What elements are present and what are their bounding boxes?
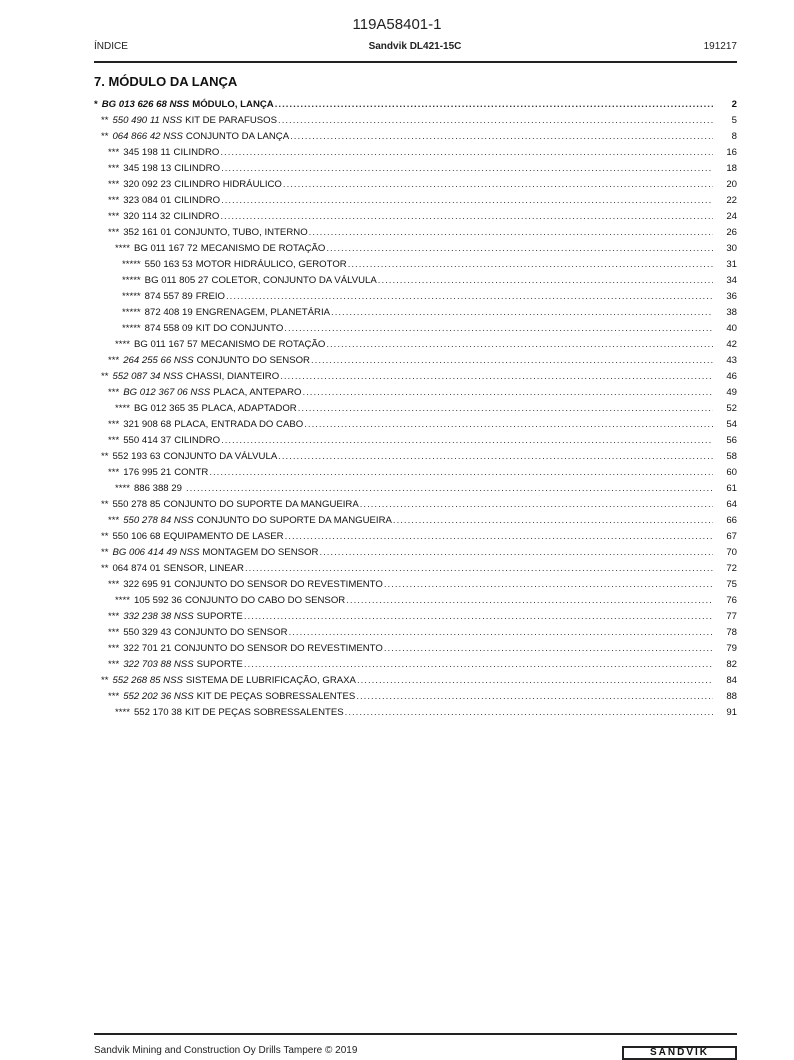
toc-description: PLACA, ADAPTADOR (201, 403, 297, 414)
toc-description: KIT DE PEÇAS SOBRESSALENTES (196, 691, 356, 702)
toc-part-number: 323 084 01 (123, 195, 172, 206)
toc-leader-dots (289, 625, 713, 641)
toc-description: PLACA, ANTEPARO (213, 387, 302, 398)
toc-page-number: 72 (726, 563, 737, 574)
toc-description: MECANISMO DE ROTAÇÃO (200, 339, 326, 350)
toc-part-number: 552 202 36 NSS (123, 691, 194, 702)
toc-leader-dots (304, 417, 713, 433)
toc-page-number: 91 (726, 707, 737, 718)
toc-level-marker: **** (115, 243, 130, 254)
toc-part-number: 332 238 38 NSS (123, 611, 194, 622)
toc-part-number: BG 011 167 57 (133, 339, 198, 350)
toc-part-number: 550 106 68 (112, 531, 161, 542)
toc-page-number: 58 (726, 451, 737, 462)
toc-leader-dots (244, 609, 713, 625)
toc-entry[interactable] (94, 705, 737, 721)
toc-leader-dots (278, 449, 713, 465)
toc-description: CILINDRO (174, 195, 221, 206)
toc-page-number: 75 (726, 579, 737, 590)
toc-leader-dots (220, 145, 713, 161)
toc-part-number: 064 874 01 (112, 563, 161, 574)
toc-entry[interactable] (94, 145, 737, 161)
toc-leader-dots (345, 705, 713, 721)
toc-entry[interactable] (94, 289, 737, 305)
toc-leader-dots (221, 193, 713, 209)
toc-part-number: 550 414 37 (123, 435, 172, 446)
toc-description: SENSOR, LINEAR (163, 563, 244, 574)
toc-leader-dots (384, 641, 713, 657)
toc-level-marker: ** (101, 499, 109, 510)
toc-page-number: 79 (726, 643, 737, 654)
toc-description: CONJUNTO DO SUPORTE DA MANGUEIRA (163, 499, 359, 510)
toc-page-number: 34 (726, 275, 737, 286)
toc-level-marker: **** (115, 595, 130, 606)
toc-leader-dots (393, 513, 713, 529)
toc-level-marker: ** (101, 531, 109, 542)
toc-entry[interactable] (94, 321, 737, 337)
toc-part-number: 322 695 91 (123, 579, 172, 590)
toc-entry[interactable] (94, 305, 737, 321)
toc-level-marker: ** (101, 547, 109, 558)
toc-entry[interactable] (94, 97, 737, 113)
toc-entry[interactable] (94, 337, 737, 353)
toc-leader-dots (209, 465, 713, 481)
toc-entry[interactable] (94, 417, 737, 433)
toc-level-marker: *** (108, 691, 120, 702)
toc-part-number: 552 193 63 (112, 451, 161, 462)
toc-leader-dots (360, 497, 713, 513)
toc-page-number: 42 (726, 339, 737, 350)
toc-level-marker: * (94, 99, 98, 110)
toc-entry[interactable] (94, 657, 737, 673)
toc-part-number: BG 012 365 35 (133, 403, 199, 414)
toc-level-marker: *** (108, 195, 120, 206)
toc-page-number: 46 (726, 371, 737, 382)
toc-description: PLACA, ENTRADA DO CABO (174, 419, 304, 430)
toc-page-number: 76 (726, 595, 737, 606)
toc-description: SUPORTE (196, 659, 243, 670)
toc-page-number: 70 (726, 547, 737, 558)
toc-part-number: BG 012 367 06 NSS (123, 387, 211, 398)
toc-leader-dots (326, 337, 713, 353)
toc-part-number: 322 703 88 NSS (123, 659, 194, 670)
toc-page-number: 67 (726, 531, 737, 542)
toc-part-number: 352 161 01 (123, 227, 172, 238)
toc-level-marker: ** (101, 131, 109, 142)
toc-description: CONJUNTO DA LANÇA (185, 131, 290, 142)
doc-number: 119A58401-1 (352, 16, 442, 33)
toc-page-number: 60 (726, 467, 737, 478)
toc-description: CILINDRO (173, 211, 220, 222)
table-of-contents (94, 97, 737, 721)
toc-part-number: BG 006 414 49 NSS (112, 547, 200, 558)
toc-entry[interactable] (94, 257, 737, 273)
toc-page-number: 54 (726, 419, 737, 430)
toc-leader-dots (326, 241, 713, 257)
toc-description: MECANISMO DE ROTAÇÃO (200, 243, 326, 254)
toc-level-marker: ***** (122, 323, 141, 334)
toc-page-number: 66 (726, 515, 737, 526)
toc-part-number: 321 908 68 (123, 419, 172, 430)
toc-part-number: 345 198 13 (123, 163, 172, 174)
toc-level-marker: ** (101, 675, 109, 686)
toc-level-marker: *** (108, 579, 120, 590)
toc-page-number: 38 (726, 307, 737, 318)
toc-page-number: 24 (726, 211, 737, 222)
toc-entry[interactable] (94, 161, 737, 177)
toc-page-number: 82 (726, 659, 737, 670)
toc-leader-dots (311, 353, 713, 369)
toc-part-number: 264 255 66 NSS (123, 355, 194, 366)
toc-part-number: 550 329 43 (123, 627, 172, 638)
toc-leader-dots (298, 401, 713, 417)
toc-description: CONJUNTO DO CABO DO SENSOR (184, 595, 346, 606)
toc-description: SUPORTE (196, 611, 243, 622)
toc-page-number: 61 (726, 483, 737, 494)
toc-part-number: 320 114 32 (123, 211, 171, 222)
toc-part-number: 552 268 85 NSS (112, 675, 183, 686)
toc-level-marker: *** (108, 179, 120, 190)
toc-description: CONJUNTO DO SUPORTE DA MANGUEIRA (196, 515, 392, 526)
toc-entry[interactable] (94, 193, 737, 209)
toc-page-number: 18 (726, 163, 737, 174)
toc-entry[interactable] (94, 113, 737, 129)
toc-part-number: 322 701 21 (123, 643, 172, 654)
toc-leader-dots (285, 529, 713, 545)
footer-rule (94, 1033, 737, 1035)
toc-description: COLETOR, CONJUNTO DA VÁLVULA (211, 275, 377, 286)
toc-description: MOTOR HIDRÁULICO, GEROTOR (195, 259, 347, 270)
toc-leader-dots (378, 273, 713, 289)
toc-leader-dots (220, 209, 713, 225)
toc-entry[interactable] (94, 513, 737, 529)
toc-leader-dots (280, 369, 713, 385)
toc-part-number: BG 013 626 68 NSS (101, 99, 190, 110)
toc-level-marker: **** (115, 483, 130, 494)
toc-entry[interactable] (94, 481, 737, 497)
toc-page-number: 56 (726, 435, 737, 446)
toc-description: KIT DO CONJUNTO (195, 323, 284, 334)
toc-page-number: 88 (726, 691, 737, 702)
toc-level-marker: *** (108, 355, 120, 366)
toc-description: FREIO (195, 291, 226, 302)
toc-leader-dots (275, 97, 713, 113)
toc-page-number: 26 (726, 227, 737, 238)
toc-part-number: 550 163 53 (144, 259, 193, 270)
toc-leader-dots (319, 545, 713, 561)
toc-entry[interactable] (94, 353, 737, 369)
toc-leader-dots (356, 689, 713, 705)
toc-page-number: 84 (726, 675, 737, 686)
toc-description: CILINDRO (173, 147, 220, 158)
toc-description: ENGRENAGEM, PLANETÁRIA (195, 307, 331, 318)
toc-entry[interactable] (94, 385, 737, 401)
toc-entry[interactable] (94, 401, 737, 417)
toc-entry[interactable] (94, 641, 737, 657)
toc-entry[interactable] (94, 177, 737, 193)
toc-level-marker: *** (108, 435, 120, 446)
toc-leader-dots (302, 385, 713, 401)
toc-entry[interactable] (94, 673, 737, 689)
toc-leader-dots (331, 305, 713, 321)
toc-description: CONJUNTO DO SENSOR (196, 355, 310, 366)
toc-level-marker: ** (101, 451, 109, 462)
toc-description: CILINDRO HIDRÁULICO (174, 179, 282, 190)
toc-part-number: BG 011 167 72 (133, 243, 198, 254)
toc-entry[interactable] (94, 561, 737, 577)
toc-level-marker: *** (108, 147, 120, 158)
toc-entry[interactable] (94, 273, 737, 289)
toc-page-number: 36 (726, 291, 737, 302)
toc-entry[interactable] (94, 129, 737, 145)
toc-part-number: 345 198 11 (123, 147, 171, 158)
toc-page-number: 8 (731, 131, 737, 142)
toc-level-marker: ***** (122, 291, 141, 302)
toc-level-marker: *** (108, 419, 120, 430)
toc-part-number: 552 087 34 NSS (112, 371, 183, 382)
toc-page-number: 77 (726, 611, 737, 622)
header-date-code: 191217 (703, 41, 737, 52)
toc-part-number: 872 408 19 (144, 307, 193, 318)
toc-description: MÓDULO, LANÇA (192, 99, 274, 110)
toc-part-number: 550 278 85 (112, 499, 161, 510)
toc-level-marker: *** (108, 211, 120, 222)
toc-page-number: 22 (726, 195, 737, 206)
toc-level-marker: ** (101, 115, 109, 126)
toc-entry[interactable] (94, 241, 737, 257)
toc-leader-dots (357, 673, 713, 689)
toc-part-number: 550 490 11 NSS (112, 115, 183, 126)
toc-level-marker: ***** (122, 307, 141, 318)
toc-level-marker: *** (108, 611, 120, 622)
toc-part-number: 176 995 21 (123, 467, 172, 478)
toc-part-number: 550 278 84 NSS (123, 515, 194, 526)
toc-entry[interactable] (94, 593, 737, 609)
toc-leader-dots (244, 657, 713, 673)
toc-page-number: 30 (726, 243, 737, 254)
toc-level-marker: *** (108, 387, 120, 398)
toc-page-number: 78 (726, 627, 737, 638)
toc-page-number: 2 (731, 99, 737, 110)
toc-entry[interactable] (94, 545, 737, 561)
toc-entry[interactable] (94, 369, 737, 385)
toc-entry[interactable] (94, 529, 737, 545)
toc-entry[interactable] (94, 497, 737, 513)
toc-level-marker: ** (101, 371, 109, 382)
toc-entry[interactable] (94, 465, 737, 481)
toc-description: CONJUNTO DO SENSOR DO REVESTIMENTO (174, 643, 383, 654)
toc-level-marker: *** (108, 659, 120, 670)
toc-leader-dots (186, 481, 713, 497)
toc-leader-dots (384, 577, 713, 593)
toc-leader-dots (226, 289, 713, 305)
toc-part-number: 874 558 09 (144, 323, 193, 334)
toc-description: SISTEMA DE LUBRIFICAÇÃO, GRAXA (185, 675, 356, 686)
toc-description: CHASSI, DIANTEIRO (185, 371, 280, 382)
toc-leader-dots (283, 177, 713, 193)
toc-leader-dots (309, 225, 713, 241)
toc-page-number: 5 (731, 115, 737, 126)
toc-leader-dots (278, 113, 713, 129)
toc-page-number: 52 (726, 403, 737, 414)
toc-page-number: 64 (726, 499, 737, 510)
toc-leader-dots (245, 561, 713, 577)
header-model: Sandvik DL421-15C (368, 41, 462, 52)
toc-part-number: 064 866 42 NSS (112, 131, 183, 142)
toc-part-number: BG 011 805 27 (144, 275, 209, 286)
toc-entry[interactable] (94, 609, 737, 625)
toc-description: KIT DE PEÇAS SOBRESSALENTES (184, 707, 344, 718)
toc-level-marker: *** (108, 227, 120, 238)
toc-level-marker: *** (108, 163, 120, 174)
section-title: 7. MÓDULO DA LANÇA (94, 74, 238, 89)
toc-leader-dots (290, 129, 713, 145)
toc-entry[interactable] (94, 209, 737, 225)
toc-part-number: 874 557 89 (144, 291, 193, 302)
toc-description: CILINDRO (174, 435, 221, 446)
toc-level-marker: *** (108, 515, 120, 526)
toc-page-number: 40 (726, 323, 737, 334)
toc-leader-dots (346, 593, 713, 609)
toc-page-number: 31 (726, 259, 737, 270)
toc-level-marker: ** (101, 563, 109, 574)
toc-entry[interactable] (94, 577, 737, 593)
toc-entry[interactable] (94, 433, 737, 449)
toc-page-number: 16 (726, 147, 737, 158)
toc-entry[interactable] (94, 689, 737, 705)
header-index-label: ÍNDICE (94, 41, 128, 52)
toc-leader-dots (348, 257, 713, 273)
toc-page-number: 49 (726, 387, 737, 398)
toc-leader-dots (221, 161, 713, 177)
toc-description: CONJUNTO DO SENSOR (174, 627, 288, 638)
toc-description: CONTR (174, 467, 209, 478)
sandvik-logo: SANDVIK (622, 1046, 737, 1060)
toc-leader-dots (221, 433, 713, 449)
toc-level-marker: *** (108, 627, 120, 638)
toc-entry[interactable] (94, 625, 737, 641)
toc-level-marker: **** (115, 707, 130, 718)
toc-page-number: 43 (726, 355, 737, 366)
toc-description: CONJUNTO DO SENSOR DO REVESTIMENTO (174, 579, 383, 590)
toc-level-marker: ***** (122, 259, 141, 270)
toc-level-marker: **** (115, 403, 130, 414)
toc-description: CONJUNTO, TUBO, INTERNO (174, 227, 308, 238)
toc-description: MONTAGEM DO SENSOR (202, 547, 319, 558)
toc-level-marker: *** (108, 467, 120, 478)
toc-part-number: 552 170 38 (133, 707, 182, 718)
toc-level-marker: **** (115, 339, 130, 350)
footer-copyright: Sandvik Mining and Construction Oy Drills Tampere © 2019 (94, 1045, 358, 1056)
toc-level-marker: ***** (122, 275, 141, 286)
toc-description: KIT DE PARAFUSOS (185, 115, 278, 126)
toc-part-number: 886 388 29 (133, 483, 182, 494)
toc-part-number: 105 592 36 (133, 595, 182, 606)
toc-description: CONJUNTO DA VÁLVULA (163, 451, 278, 462)
toc-leader-dots (284, 321, 713, 337)
toc-part-number: 320 092 23 (123, 179, 172, 190)
toc-entry[interactable] (94, 225, 737, 241)
toc-description: CILINDRO (174, 163, 221, 174)
toc-description: EQUIPAMENTO DE LASER (163, 531, 284, 542)
toc-entry[interactable] (94, 449, 737, 465)
toc-level-marker: *** (108, 643, 120, 654)
header-rule (94, 61, 737, 63)
toc-page-number: 20 (726, 179, 737, 190)
